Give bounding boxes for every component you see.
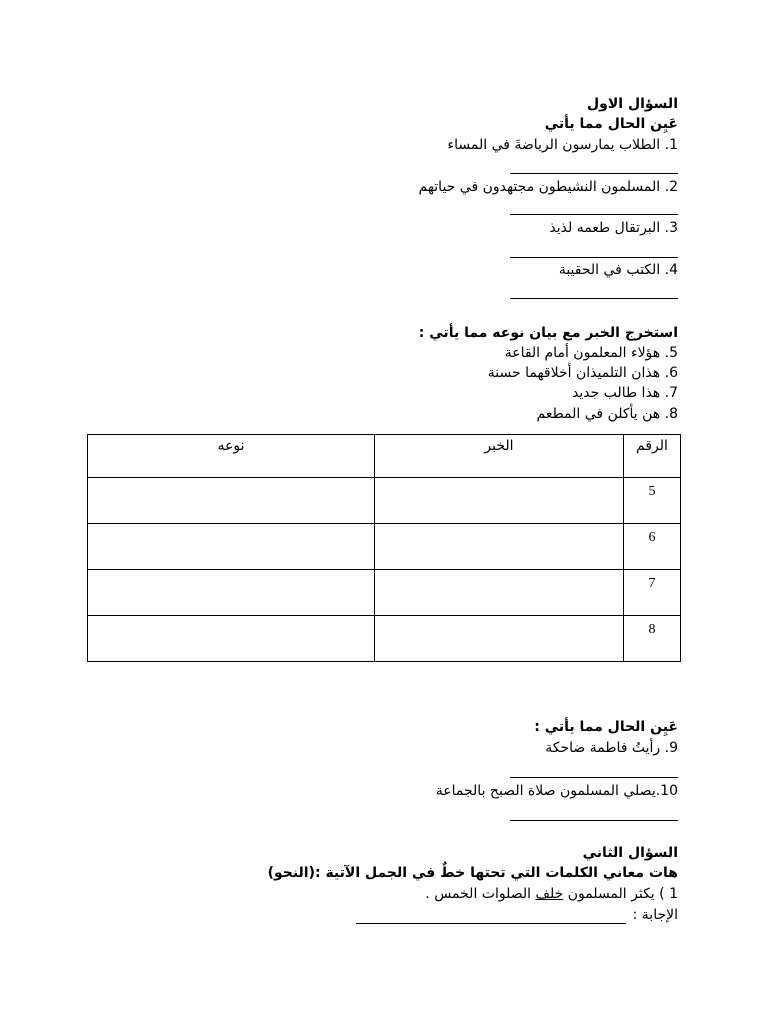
predicate-cell[interactable]: [375, 478, 624, 524]
question-2-item-1: [425, 885, 678, 903]
table-row: [88, 616, 681, 662]
row-number: 8: [624, 616, 681, 662]
item-7: 7. هذا طالب جديد: [571, 385, 678, 401]
item-9: 9. رأيتُ فاطمة ضاحكة: [545, 740, 678, 756]
answer-line-4[interactable]: [510, 298, 678, 299]
item-5: 5. هؤلاء المعلمون أمام القاعة: [504, 345, 678, 361]
predicate-cell[interactable]: [375, 524, 624, 570]
answer-line-2[interactable]: [510, 214, 678, 215]
header-number: الرقم: [624, 435, 681, 478]
question-2-title: السؤال الثاني: [582, 845, 678, 861]
answer-label: الإجابة :: [632, 907, 678, 923]
item-10: 10.يصلي المسلمون صلاة الصبح بالجماعة: [435, 783, 678, 799]
underlined-word: خلف: [535, 886, 564, 902]
predicate-cell[interactable]: [375, 570, 624, 616]
item-6: 6. هذان التلميذان أخلاقهما حسنة: [487, 365, 678, 381]
section-3-instruction: عَيِن الحال مما يأتي :: [534, 719, 678, 735]
section-2-instruction: استخرج الخبر مع بيان نوعه مما يأتي :: [418, 325, 678, 341]
table-row: [88, 524, 681, 570]
type-cell[interactable]: [88, 524, 375, 570]
item-3: 3. البرتقال طعمه لذيذ: [549, 220, 678, 236]
predicate-cell[interactable]: [375, 616, 624, 662]
item-8: 8. هن يأكلن في المطعم: [536, 406, 678, 422]
type-cell[interactable]: [88, 478, 375, 524]
row-number: 5: [624, 478, 681, 524]
type-cell[interactable]: [88, 616, 375, 662]
type-cell[interactable]: [88, 570, 375, 616]
predicate-table: [87, 434, 681, 662]
item-4: 4. الكتب في الحقيبة: [558, 262, 678, 278]
row-number: 6: [624, 524, 681, 570]
table-row: [88, 478, 681, 524]
answer-line-3[interactable]: [510, 257, 678, 258]
table-row: [88, 570, 681, 616]
item-2: 2. المسلمون النشيطون مجتهدون في حياتهم: [418, 179, 678, 195]
answer-line-9[interactable]: [510, 777, 678, 778]
section-1-instruction: عَيِن الحال مما يأتي: [544, 116, 678, 132]
table-header-row: [88, 435, 681, 478]
item-suffix: الصلوات الخمس .: [425, 886, 536, 902]
answer-line-q2[interactable]: [356, 923, 626, 924]
question-1-title: السؤال الاول: [587, 96, 678, 112]
header-predicate: الخبر: [375, 435, 624, 478]
header-type: نوعه: [88, 435, 375, 478]
row-number: 7: [624, 570, 681, 616]
item-1: 1. الطلاب يمارسون الرياضةَ في المساء: [447, 137, 678, 153]
answer-line-10[interactable]: [510, 820, 678, 821]
answer-line-1[interactable]: [510, 173, 678, 174]
question-2-instruction: هات معاني الكلمات التي تحتها خطٌ في الجمل الآتية :(النحو): [267, 865, 678, 881]
item-prefix: 1 ) يكثر المسلمون: [563, 886, 678, 902]
